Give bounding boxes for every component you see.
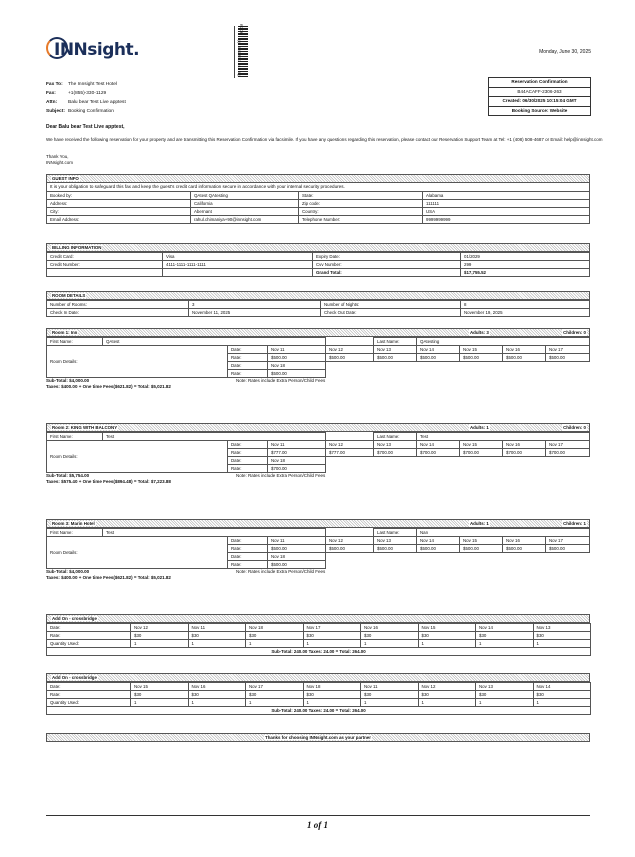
cell: Nov 14 — [417, 537, 460, 545]
cell: Nov 18 — [268, 553, 326, 561]
cell: $30 — [188, 632, 246, 640]
cell: $500.00 — [546, 354, 590, 362]
section-header: GUEST INFO — [46, 174, 590, 183]
cell: 1 — [246, 699, 304, 707]
cell: $500.00 — [268, 545, 326, 553]
thanks: Thank You, INNsight.com — [46, 154, 74, 165]
table-row — [47, 624, 591, 632]
addon-section: Add On - crossbridge Date: Nov 12 Nov 11 Nov 18 Nov 17 Nov 16 Nov 15 Nov 14 Nov 13 Rate: $30 $30 $30 $30 $30 $30 $30 $30 Quantity Used: 1 1 1 1 1 1 1 1 Sub-Total: 240.00 Taxes: 24.00 = Total: 264.00 — [46, 614, 590, 656]
cell: $500.00 — [326, 354, 374, 362]
confirmation-number: B44ACAFF-2306-263 — [489, 88, 590, 98]
table-row — [47, 691, 591, 699]
cell: Nov 11 — [268, 346, 326, 354]
cell: Rate: — [228, 465, 268, 473]
cell: $500.00 — [460, 354, 503, 362]
cell: $30 — [246, 691, 304, 699]
cell: 1 — [246, 640, 304, 648]
cell: Nov 12 — [326, 346, 374, 354]
cell: 1 — [361, 699, 419, 707]
cell: Nov 13 — [374, 537, 417, 545]
cell: Nov 17 — [303, 624, 361, 632]
fax-to: The Innsight Test Hotel — [68, 82, 117, 87]
cell: QAtest QAtesting — [191, 192, 299, 200]
cell: 1 — [533, 640, 591, 648]
cell: Nov 18 — [246, 624, 304, 632]
cell: Nov 12 — [418, 683, 476, 691]
cell: Nov 14 — [533, 683, 591, 691]
cell: Nov 18 — [268, 457, 326, 465]
cell: $30 — [476, 632, 534, 640]
intro-text: We have received the following reservation for your property and are transmitting this Reservation Confirmation via facsimile. If you have any questions regarding this reservation, please contact our Reservation Support Team at Tel: +1 (408) 508-4687 or Email: help@innsight.com — [46, 137, 603, 142]
cell: Alabama — [423, 192, 590, 200]
cell: Number of Rooms: — [47, 301, 189, 309]
cell: Date: — [47, 624, 131, 632]
cell: 1 — [188, 699, 246, 707]
cell: Rate: — [47, 691, 131, 699]
cell: Nov 18 — [303, 683, 361, 691]
cell: Nov 14 — [417, 441, 460, 449]
footer-divider — [46, 815, 590, 816]
cell: 1 — [131, 699, 189, 707]
cell: Rate: — [228, 449, 268, 457]
cell: Nov 14 — [417, 346, 460, 354]
table-row — [47, 192, 590, 200]
cell: $500.00 — [460, 545, 503, 553]
cell: $500.00 — [268, 354, 326, 362]
cell: $500.00 — [326, 545, 374, 553]
cell: Rate: — [228, 545, 268, 553]
table-row: First Name: QAtest Last Name: QAtesting — [47, 338, 590, 346]
cell: $500.00 — [503, 354, 546, 362]
cell: $700.00 — [268, 465, 326, 473]
billing-section: BILLING INFORMATION Credit Card: Visa Expiry Date: 01/2029 Credit Number: 4111-1111-1111-1111 Cvv Number: 299 Grand Total: $17,755.52 — [46, 243, 590, 277]
cell — [163, 269, 313, 277]
cell: $30 — [131, 632, 189, 640]
table-row — [47, 301, 590, 309]
cell: $500.00 — [546, 545, 590, 553]
cell: Date: — [228, 537, 268, 545]
cell: $700.00 — [374, 449, 417, 457]
table-row: First Name: Test Last Name: Test — [47, 433, 590, 441]
cell: $30 — [533, 632, 591, 640]
cell: City: — [47, 208, 191, 216]
cell: 1 — [303, 699, 361, 707]
cell: $30 — [533, 691, 591, 699]
cell: Nov 16 — [503, 441, 546, 449]
table-row: Room Details: Date: Nov 11 Nov 12 Nov 13 Nov 14 Nov 15 Nov 16 Nov 17 — [47, 346, 590, 354]
room-table — [46, 432, 590, 473]
fax-number: +1(855)-330-1129 — [68, 91, 107, 96]
cell: Last Name: — [374, 338, 417, 346]
innsight-logo: INNsight. — [46, 37, 124, 63]
cell: $30 — [188, 691, 246, 699]
cell: Nov 15 — [418, 624, 476, 632]
cell: $500.00 — [417, 354, 460, 362]
fax-header: Fax To: The Innsight Test Hotel Fax: +1(855)-330-1129 Attn: Balu bear Test Live apptest Subject: Booking Confirmation — [46, 82, 126, 114]
addon-table — [46, 623, 591, 656]
fax-subject: Booking Confirmation — [68, 109, 114, 114]
cell: Nov 16 — [503, 537, 546, 545]
table-row — [47, 683, 591, 691]
room-section: Room 2: KING WITH BALCONY Adults: 1 Children: 0 First Name: Test Last Name: Test Room Details: Date: Nov 11 Nov 12 Nov 13 Nov 14 Nov 15 Nov 16 Nov 17 Rate: $777.00 $777.00 $700.00 $700.00 $700.00 $700.00 $700.00 Date: Nov 18 Rate: $700.00 Sub-Total: $5,754.00 Taxes: $575.40 + One time Fees($894.48) = Total: $7,223.88 Note: Rates include Extra Person/Child Fees — [46, 423, 590, 485]
table-row: Room Details: Date: Nov 11 Nov 12 Nov 13 Nov 14 Nov 15 Nov 16 Nov 17 — [47, 537, 590, 545]
cell: $700.00 — [546, 449, 590, 457]
table-row — [47, 640, 591, 648]
cell: Nov 17 — [246, 683, 304, 691]
cell: Nov 14 — [476, 624, 534, 632]
cell: $500.00 — [374, 354, 417, 362]
cell: November 11, 2025 — [189, 309, 321, 317]
barcode-top: ROOM — [239, 24, 243, 35]
room-details-section: ROOM DETAILS Number of Rooms: 3 Number of Nights: 8 Check In Date: November 11, 2025 Check Out Date: November 19, 2025 — [46, 291, 590, 317]
fax-attn: Balu bear Test Live apptest — [68, 100, 126, 105]
cell: Date: — [47, 683, 131, 691]
cell: State: — [299, 192, 423, 200]
cell: Date: — [228, 346, 268, 354]
cell: 4111-1111-1111-1111 — [163, 261, 313, 269]
cell: Credit Number: — [47, 261, 163, 269]
cell: $30 — [246, 632, 304, 640]
cell: Credit Card: — [47, 253, 163, 261]
cell: Expiry Date: — [313, 253, 461, 261]
table-row — [47, 253, 590, 261]
cell: California — [191, 200, 299, 208]
cell: Nov 12 — [326, 441, 374, 449]
reservation-box: Reservation Confirmation B44ACAFF-2306-263 Created: 06/30/2025 10:15:04 GMT Booking Source: Website — [488, 77, 591, 116]
cell: Nov 17 — [546, 346, 590, 354]
cell: Booked by: — [47, 192, 191, 200]
cell: $777.00 — [268, 449, 326, 457]
cell: 1 — [303, 640, 361, 648]
cell: $500.00 — [268, 370, 326, 378]
guest-table — [46, 191, 590, 224]
cell: $777.00 — [326, 449, 374, 457]
cell: $30 — [361, 691, 419, 699]
cell: Date: — [228, 553, 268, 561]
cell: Date: — [228, 457, 268, 465]
addon-table — [46, 682, 591, 715]
cell: $30 — [418, 691, 476, 699]
billing-table — [46, 252, 590, 277]
cell: Nov 11 — [361, 683, 419, 691]
cell: 9999999999 — [423, 216, 590, 224]
table-row — [47, 269, 590, 277]
cell: $500.00 — [503, 545, 546, 553]
cell: 1 — [418, 699, 476, 707]
table-row: Sub-Total: 240.00 Taxes: 24.00 = Total: 264.00 — [47, 648, 591, 656]
cell: Nov 17 — [546, 537, 590, 545]
cell: Nov 12 — [131, 624, 189, 632]
cell: 1 — [131, 640, 189, 648]
cell: Nov 15 — [460, 346, 503, 354]
page-number: 1 of 1 — [307, 820, 328, 830]
cell: USA — [423, 208, 590, 216]
room-section: Room 1: Inn Adults: 3 Children: 0 First Name: QAtest Last Name: QAtesting Room Details: Date: Nov 11 Nov 12 Nov 13 Nov 14 Nov 15 Nov 16 Nov 17 Rate: $500.00 $500.00 $500.00 $500.00 $500.00 $500.00 $500.00 Date: Nov 18 Rate: $500.00 Sub-Total: $4,000.00 Taxes: $400.00 + One time Fees($621.82) = Total: $5,021.82 Note: Rates include Extra Person/Child Fees — [46, 328, 590, 390]
cell: Address: — [47, 200, 191, 208]
cell: rahul.chimaniya+90@innsight.com — [191, 216, 299, 224]
cell: 1 — [533, 699, 591, 707]
cell: Country: — [299, 208, 423, 216]
cell: Zip code: — [299, 200, 423, 208]
cell: 1 — [476, 699, 534, 707]
cell: 299 — [461, 261, 590, 269]
cell: Check Out Date: — [321, 309, 461, 317]
cell: $30 — [476, 691, 534, 699]
table-row: Room Details: Date: Nov 11 Nov 12 Nov 13 Nov 14 Nov 15 Nov 16 Nov 17 — [47, 441, 590, 449]
cell: Nov 16 — [188, 683, 246, 691]
cell: Nov 11 — [268, 441, 326, 449]
cell: Nov 18 — [268, 362, 326, 370]
room-table — [46, 337, 590, 378]
cell: Quantity Used: — [47, 640, 131, 648]
cell: Nov 13 — [533, 624, 591, 632]
cell: Telephone Number: — [299, 216, 423, 224]
cell: $30 — [303, 632, 361, 640]
cell — [47, 269, 163, 277]
cell: First Name: — [47, 338, 103, 346]
cell: Rate: — [228, 354, 268, 362]
cell: Nov 16 — [361, 624, 419, 632]
cell: Nov 15 — [460, 537, 503, 545]
cell: Rate: — [228, 561, 268, 569]
table-row — [47, 200, 590, 208]
cell: Rate: — [47, 632, 131, 640]
cell: Visa — [163, 253, 313, 261]
cell: November 19, 2025 — [461, 309, 590, 317]
cell: Abernant — [191, 208, 299, 216]
cell: Nov 17 — [546, 441, 590, 449]
cell: 111111 — [423, 200, 590, 208]
cell: $700.00 — [460, 449, 503, 457]
cell: Grand Total: — [313, 269, 461, 277]
table-row — [47, 261, 590, 269]
cell: Number of Nights: — [321, 301, 461, 309]
cell: 1 — [361, 640, 419, 648]
cell: 1 — [476, 640, 534, 648]
cell: $17,755.52 — [461, 269, 590, 277]
cell: Nov 13 — [374, 441, 417, 449]
cell: Nov 11 — [268, 537, 326, 545]
cell: $500.00 — [374, 545, 417, 553]
cell: Email Address: — [47, 216, 191, 224]
barcode-label: | | 1 0 0 1 8 5 1 4 8 5 8 | | — [237, 40, 241, 77]
cell: Last Name: — [374, 433, 417, 441]
cell: Date: — [228, 441, 268, 449]
cell: $30 — [361, 632, 419, 640]
cell: 1 — [418, 640, 476, 648]
cell: Nov 13 — [476, 683, 534, 691]
cell: Nov 11 — [188, 624, 246, 632]
table-row — [47, 699, 591, 707]
room-section: Room 3: Marin Hotel Adults: 1 Children: 1 First Name: Test Last Name: Nan Room Details: Date: Nov 11 Nov 12 Nov 13 Nov 14 Nov 15 Nov 16 Nov 17 Rate: $500.00 $500.00 $500.00 $500.00 $500.00 $500.00 $500.00 Date: Nov 18 Rate: $500.00 Sub-Total: $4,000.00 Taxes: $400.00 + One time Fees($621.82) = Total: $5,021.82 Note: Rates include Extra Person/Child Fees — [46, 519, 590, 581]
cell: Check In Date: — [47, 309, 189, 317]
greeting: Dear Balu bear Test Live apptest, — [46, 124, 125, 130]
table-row — [47, 309, 590, 317]
cell: Rate: — [228, 370, 268, 378]
cell: Last Name: — [374, 529, 417, 537]
cell: First Name: — [47, 433, 103, 441]
cell: $700.00 — [417, 449, 460, 457]
addon-section: Add On - crossbridge Date: Nov 15 Nov 16 Nov 17 Nov 18 Nov 11 Nov 12 Nov 13 Nov 14 Rate: $30 $30 $30 $30 $30 $30 $30 $30 Quantity Used: 1 1 1 1 1 1 1 1 Sub-Total: 240.00 Taxes: 24.00 = Total: 264.00 — [46, 673, 590, 715]
table-row: First Name: Test Last Name: Nan — [47, 529, 590, 537]
room-details-table — [46, 300, 590, 317]
cell: Nov 13 — [374, 346, 417, 354]
table-row — [47, 208, 590, 216]
cell: Quantity Used: — [47, 699, 131, 707]
cell: 8 — [461, 301, 590, 309]
cell: 1 — [188, 640, 246, 648]
document-date: Monday, June 30, 2025 — [539, 49, 591, 55]
cell: Nov 12 — [326, 537, 374, 545]
cell: Date: — [228, 362, 268, 370]
cell: $500.00 — [417, 545, 460, 553]
cell: Cvv Number: — [313, 261, 461, 269]
cell: 3 — [189, 301, 321, 309]
table-row — [47, 216, 590, 224]
cell: $700.00 — [503, 449, 546, 457]
cell: $30 — [131, 691, 189, 699]
thanks-band: Thanks for choosing INNsight.com as your partner — [46, 733, 590, 742]
cell: Nov 15 — [460, 441, 503, 449]
table-row — [47, 632, 591, 640]
cell: Nov 16 — [503, 346, 546, 354]
cell: $30 — [303, 691, 361, 699]
cell: 01/2029 — [461, 253, 590, 261]
cell: $30 — [418, 632, 476, 640]
cell: Nov 15 — [131, 683, 189, 691]
cell: $500.00 — [268, 561, 326, 569]
guest-info-section: GUEST INFO It is your obligation to safeguard this fax and keep the guest's credit card information secure in accordance with your internal security procedures. Booked by: QAtest QAtesting State: Alabama Address: California Zip code: 111111 City: Abernant Country: USA Email Address: rahul.chimaniya+90@innsight.com Telephone Number: 9999999999 — [46, 174, 590, 224]
table-row: Sub-Total: 240.00 Taxes: 24.00 = Total: 264.00 — [47, 707, 591, 715]
cell: First Name: — [47, 529, 103, 537]
room-table — [46, 528, 590, 569]
